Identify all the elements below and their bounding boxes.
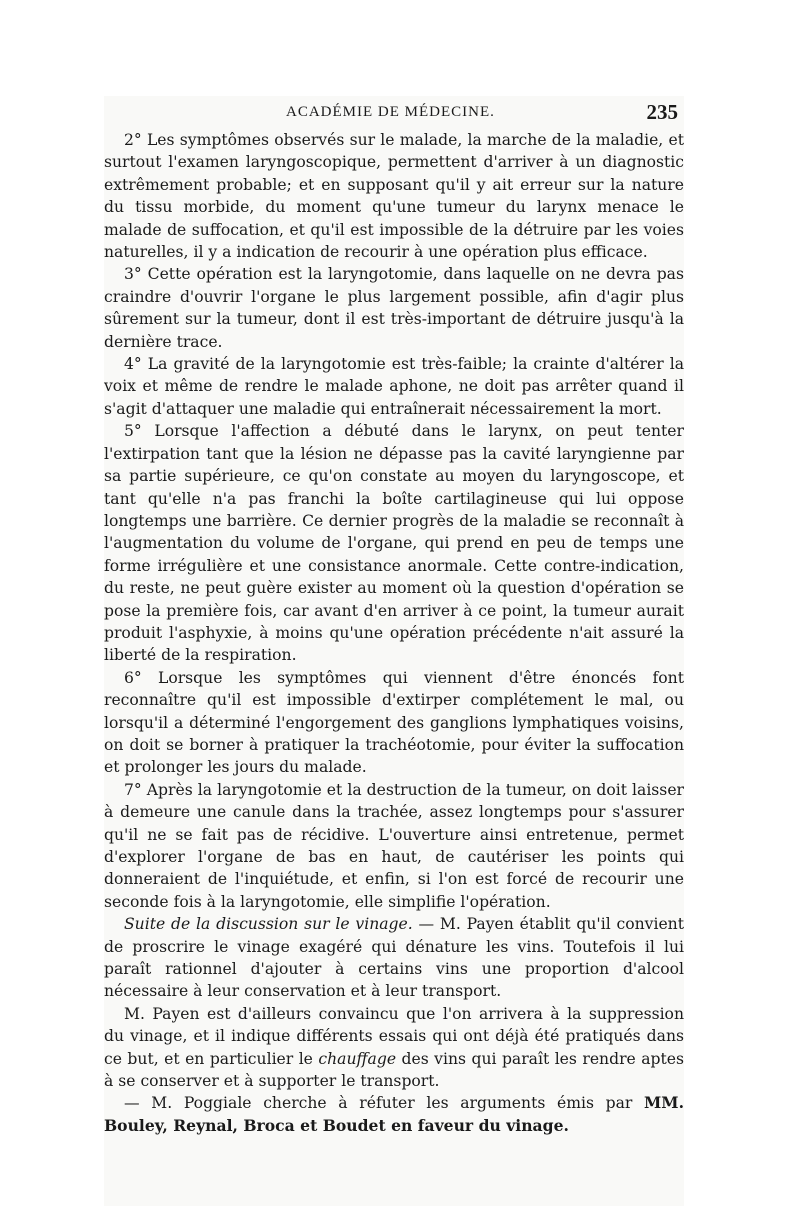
running-title: ACADÉMIE DE MÉDECINE. bbox=[286, 104, 495, 120]
page-number: 235 bbox=[646, 100, 678, 124]
payen-text-end: des vins qui paraît les rendre aptes à se conserver et à supporter le transport. bbox=[104, 1049, 684, 1091]
paragraph-6: 6° Lorsque les symptômes qui viennent d'être énoncés font reconnaître qu'il est impossible d'extirper complétement le mal, ou lorsqu'il a déterminé l'engorgement des ganglions lymphatiques voisins, on doit se borner à pratiquer la trachéotomie, pour éviter la suffocation et prolonger les jours du malade. bbox=[104, 668, 684, 777]
paragraph-7: 7° Après la laryngotomie et la destruction de la tumeur, on doit laisser à demeure une canule dans la trachée, assez longtemps pour s'assurer qu'il ne se fait pas de récidive. L'ouverture ainsi entretenue, permet d'explorer l'organe de bas en haut, de cautériser les points qui donneraient de l'inquiétude, et enfin, si l'on est forcé de recourir une seconde fois à la laryngotomie, elle simplifie l'opération. bbox=[104, 780, 684, 911]
paragraph-payen bbox=[104, 1003, 684, 1093]
body-text bbox=[104, 129, 684, 1137]
paragraph-3: 3° Cette opération est la laryngotomie, dans laquelle on ne devra pas craindre d'ouvrir l'organe le plus largement possible, afin d'agir plus sûrement sur la tumeur, dont il est très-important de détruire jusqu'à la dernière trace. bbox=[104, 265, 684, 351]
running-head bbox=[104, 100, 684, 128]
poggiale-text: — M. Poggiale cherche à réfuter les arguments émis par bbox=[124, 1094, 645, 1113]
payen-text-start: M. Payen est d'ailleurs convaincu que l'on arrivera à la suppression du vinage, et il indique différents essais qui ont déjà été pratiqués dans ce but, et en particulier le bbox=[104, 1004, 684, 1068]
paragraph-vinage bbox=[104, 913, 684, 1003]
paragraph-5: 5° Lorsque l'affection a débuté dans le larynx, on peut tenter l'extirpation tant que la lésion ne dépasse pas la cavité laryngienne par sa partie supérieure, ce qu'on constate au moyen du laryngoscope, et tant qu'elle n'a pas franchi la boîte cartilagineuse qui lui oppose longtemps une barrière. Ce dernier progrès de la maladie se reconnaît à l'augmentation du volume de l'organe, qui prend en peu de temps une forme irrégulière et une consistance anormale. Cette contre-indication, du reste, ne peut guère exister au moment où la question d'opération se pose la première fois, car avant d'en arriver à ce point, la tumeur aurait produit l'asphyxie, à moins qu'une opération précédente n'ait assuré la liberté de la respiration. bbox=[104, 422, 684, 665]
book-page bbox=[104, 96, 684, 1206]
poggiale-names: MM. Bouley, Reynal, Broca et Boudet en faveur du vinage. bbox=[104, 1093, 684, 1135]
chauffage-term: chauffage bbox=[318, 1049, 397, 1068]
paragraph-poggiale bbox=[104, 1092, 684, 1137]
paragraph-4: 4° La gravité de la laryngotomie est très-faible; la crainte d'altérer la voix et même de rendre le malade aphone, ne doit pas arrêter quand il s'agit d'attaquer une maladie qui entraînerait nécessairement la mort. bbox=[104, 355, 684, 418]
paragraph-2: 2° Les symptômes observés sur le malade, la marche de la maladie, et surtout l'examen laryngoscopique, permettent d'arriver à un diagnostic extrêmement probable; et en supposant qu'il y ait erreur sur la nature du tissu morbide, du moment qu'une tumeur du larynx menace le malade de suffocation, et qu'il est impossible de la détruire par les voies naturelles, il y a indication de recourir à une opération plus efficace. bbox=[104, 131, 684, 262]
vinage-section-title: Suite de la discussion sur le vinage. bbox=[124, 915, 413, 934]
vinage-text: — M. Payen établit qu'il convient de proscrire le vinage exagéré qui dénature les vins. Toutefois il lui paraît rationnel d'ajouter à certains vins une proportion d'alcool nécessaire à leur conservation et à leur transport. bbox=[104, 915, 684, 1001]
